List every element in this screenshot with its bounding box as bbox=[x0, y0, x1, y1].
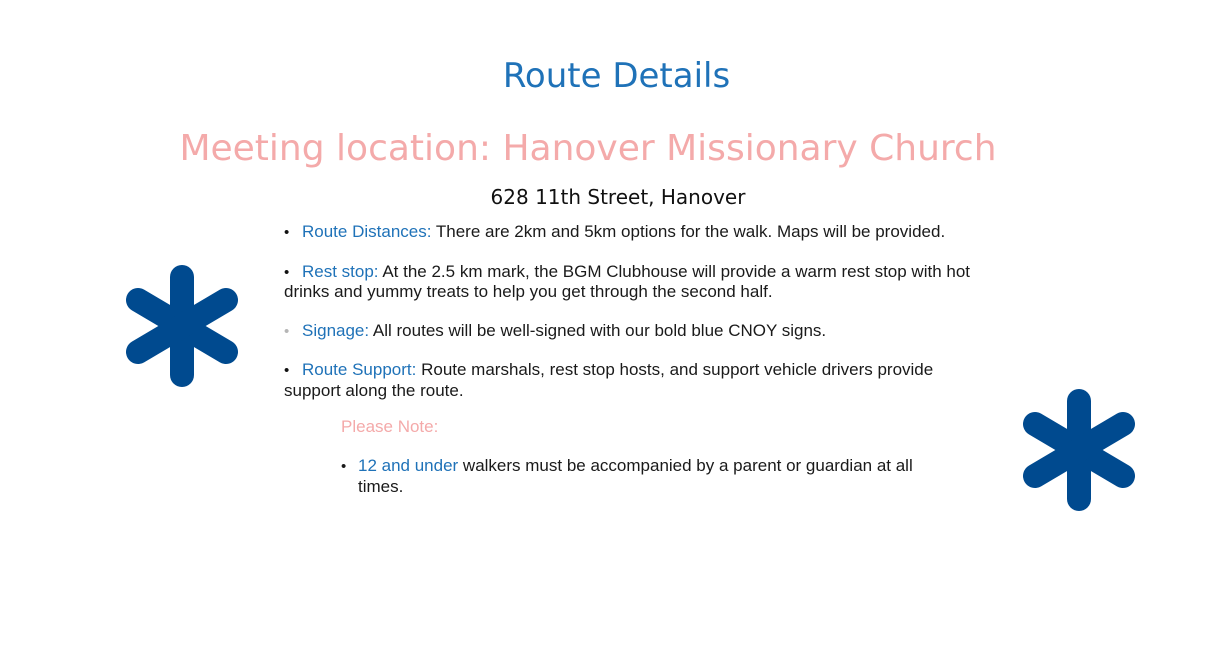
page-title: Route Details bbox=[502, 56, 731, 96]
asterisk-icon bbox=[1023, 387, 1135, 513]
item-label: Rest stop: bbox=[302, 261, 379, 281]
list-item bbox=[284, 321, 984, 342]
item-text: walkers must be accompanied by a parent or guardian at all times. bbox=[358, 456, 913, 496]
item-text: Route marshals, rest stop hosts, and support vehicle drivers provide support along the route. bbox=[284, 360, 934, 400]
item-text: At the 2.5 km mark, the BGM Clubhouse will provide a warm rest stop with hot drinks and yummy treats to help you get through the second half. bbox=[284, 261, 971, 301]
item-label: Route Distances: bbox=[302, 222, 432, 241]
item-label: Route Support: bbox=[302, 360, 417, 379]
note-list bbox=[341, 456, 961, 496]
list-item bbox=[284, 222, 984, 243]
item-label: 12 and under bbox=[358, 456, 459, 475]
item-text: There are 2km and 5km options for the walk. Maps will be provided. bbox=[431, 222, 946, 241]
item-label: Signage: bbox=[302, 320, 370, 340]
note-heading: Please Note: bbox=[341, 417, 439, 436]
meeting-location-heading: Meeting location: Hanover Missionary Church bbox=[179, 128, 997, 169]
asterisk-icon bbox=[126, 263, 238, 389]
item-text: All routes will be well-signed with our bold blue CNOY signs. bbox=[369, 320, 827, 340]
list-item bbox=[341, 456, 961, 496]
list-item bbox=[284, 360, 984, 400]
address-line: 628 11th Street, Hanover bbox=[490, 185, 746, 209]
list-item bbox=[284, 262, 984, 302]
route-details-list bbox=[284, 222, 984, 419]
